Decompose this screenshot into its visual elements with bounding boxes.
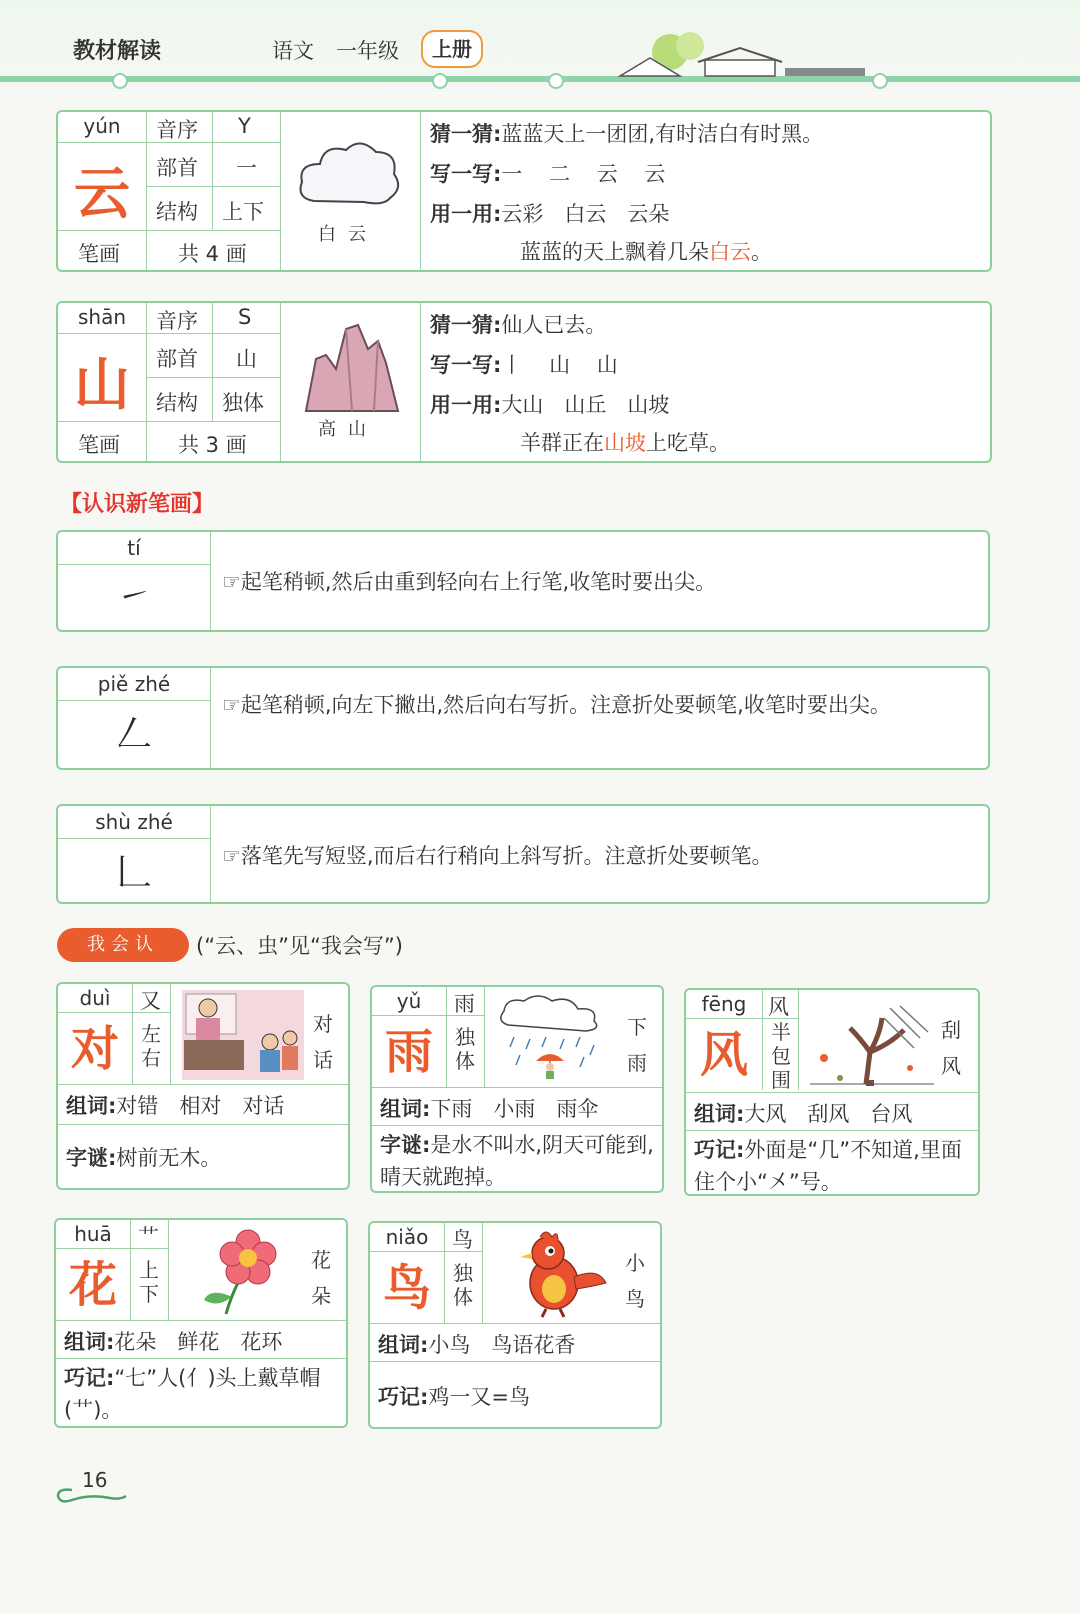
tip-text: 树前无木。 [116,1146,222,1170]
radical-value: 山 [236,347,257,371]
char-glyph: 雨 [384,1024,433,1080]
char-structure: 独体 [453,1261,473,1309]
tip-text: 是水不叫水,阴天可能到,晴天就跑掉。 [380,1133,654,1189]
stroke-description: ☞落笔先写短竖,而后右行稍向上斜写折。注意折处要顿笔。 [222,844,773,868]
words-label: 组词: [64,1330,115,1354]
radical-value: 一 [236,156,257,180]
stroke-card-shuzhe [56,804,990,904]
tip-label: 字谜: [66,1146,117,1170]
char-radical: 雨 [454,992,475,1016]
char-structure: 独体 [455,1025,475,1073]
char-glyph: 云 [74,161,130,227]
char-radical: 风 [768,995,789,1019]
char-structure: 半包围 [771,1020,791,1092]
write-text: 丨 山 山 [501,353,628,377]
order-label: 音序 [156,309,198,333]
picture-caption: 对话 [313,1012,333,1072]
header-house-illustration [610,30,870,80]
char-structure: 上下 [139,1258,159,1306]
words-label: 组词: [378,1333,429,1357]
mountain-picture [302,319,402,415]
page-number: 16 [82,1468,108,1492]
header-dot [548,73,564,89]
char-glyph: 风 [699,1027,748,1083]
write-text: 一 二 云 云 [501,162,676,186]
guess-text: 仙人已去。 [501,313,607,337]
stroke-glyph: ㇀ [115,576,152,617]
char-glyph: 山 [74,352,130,418]
sentence-post: 。 [751,240,772,264]
wind-picture [810,998,934,1086]
cloud-picture [294,136,404,216]
char-pinyin: niǎo [385,1225,429,1249]
flower-picture [190,1226,300,1316]
structure-label: 结构 [156,391,198,415]
order-value: S [238,305,252,329]
use-label: 用一用: [430,202,502,226]
write-label: 写一写: [430,162,502,186]
order-label: 音序 [156,118,198,142]
recognize-badge: 我会认 [57,928,189,962]
sentence-pre: 羊群正在 [520,431,604,455]
sentence-post: 上吃草。 [646,431,730,455]
rec-card-dui [56,982,350,1190]
char-radical: 鸟 [452,1228,473,1252]
char-pinyin: yún [83,114,121,138]
stroke-pinyin: piě zhé [97,672,171,696]
picture-caption: 白云 [318,224,378,245]
stroke-pinyin: shù zhé [95,810,173,834]
words-text: 对错 相对 对话 [116,1094,285,1118]
char-pinyin: shān [77,305,127,329]
header-subject: 语文 [272,39,314,63]
rec-card-yu [370,985,664,1193]
picture-caption: 小鸟 [625,1251,645,1311]
char-pinyin: duì [79,986,111,1010]
tip-label: 字谜: [380,1133,431,1157]
stroke-card-ti [56,530,990,632]
char-radical: 艹 [138,1225,159,1249]
words-label: 组词: [66,1094,117,1118]
rain-picture [494,991,618,1083]
tip-label: 巧记: [64,1366,115,1390]
sentence-highlight: 白云 [709,240,751,264]
char-structure: 左右 [141,1022,161,1070]
words-text: 大风 刮风 台风 [744,1102,913,1126]
stroke-label: 笔画 [78,242,120,266]
rec-card-hua [54,1218,348,1428]
sentence-highlight: 山坡 [604,431,646,455]
guess-text: 蓝蓝天上一团团,有时洁白有时黑。 [501,122,824,146]
stroke-description: ☞起笔稍顿,向左下撇出,然后向右写折。注意折处要顿笔,收笔时要出尖。 [222,693,891,717]
stroke-description: ☞起笔稍顿,然后由重到轻向右上行笔,收笔时要出尖。 [222,570,717,594]
picture-caption: 下雨 [627,1015,647,1075]
guess-label: 猜一猜: [430,122,502,146]
picture-caption: 刮风 [941,1018,961,1078]
guess-label: 猜一猜: [430,313,502,337]
words-text: 下雨 小雨 雨伞 [430,1097,599,1121]
tip-text: “七”人(亻)头上戴草帽(艹)。 [64,1366,321,1422]
stroke-glyph: 𠃋 [115,714,152,755]
use-text: 云彩 白云 云朵 [501,202,670,226]
header-volume-badge: 上册 [421,30,483,68]
words-text: 小鸟 鸟语花香 [428,1333,576,1357]
char-pinyin: fēng [701,992,747,1016]
char-pinyin: yǔ [396,989,422,1013]
tip-label: 巧记: [378,1385,429,1409]
tip-text: 外面是“几”不知道,里面住个小“㐅”号。 [694,1138,962,1194]
char-pinyin: huā [74,1222,112,1246]
bird-picture [502,1227,612,1319]
radical-label: 部首 [156,156,198,180]
words-label: 组词: [694,1102,745,1126]
char-card-yun [56,110,992,272]
words-text: 花朵 鲜花 花环 [114,1330,283,1354]
char-glyph: 对 [70,1021,119,1077]
header-divider [0,76,1080,82]
char-radical: 又 [140,989,161,1013]
rec-card-feng [684,988,980,1196]
picture-caption: 花朵 [311,1248,331,1308]
use-label: 用一用: [430,393,502,417]
sentence-pre: 蓝蓝的天上飘着几朵 [520,240,709,264]
header-dot [432,73,448,89]
stroke-count: 共 4 画 [178,242,247,266]
header-grade: 一年级 [336,39,399,63]
stroke-count: 共 3 画 [178,433,247,457]
header-dot [872,73,888,89]
header-title: 教材解读 [73,39,162,64]
recognize-note: (“云、虫”见“我会写”) [196,934,403,958]
picture-caption: 高山 [318,419,378,440]
order-value: Y [238,114,251,138]
write-label: 写一写: [430,353,502,377]
stroke-label: 笔画 [78,433,120,457]
tip-text: 鸡一又=鸟 [428,1385,531,1409]
new-strokes-title: 【认识新笔画】 [60,492,215,517]
rec-card-niao [368,1221,662,1429]
radical-label: 部首 [156,347,198,371]
structure-label: 结构 [156,200,198,224]
header-dot [112,73,128,89]
stroke-card-piezhe [56,666,990,770]
stroke-glyph: 𠃊 [115,852,152,893]
char-card-shan [56,301,992,463]
char-glyph: 鸟 [382,1260,431,1316]
structure-value: 独体 [222,391,264,415]
tip-label: 巧记: [694,1138,745,1162]
use-text: 大山 山丘 山坡 [501,393,670,417]
dialogue-picture [182,990,304,1080]
structure-value: 上下 [222,200,264,224]
words-label: 组词: [380,1097,431,1121]
stroke-pinyin: tí [127,536,141,560]
char-glyph: 花 [68,1257,117,1313]
